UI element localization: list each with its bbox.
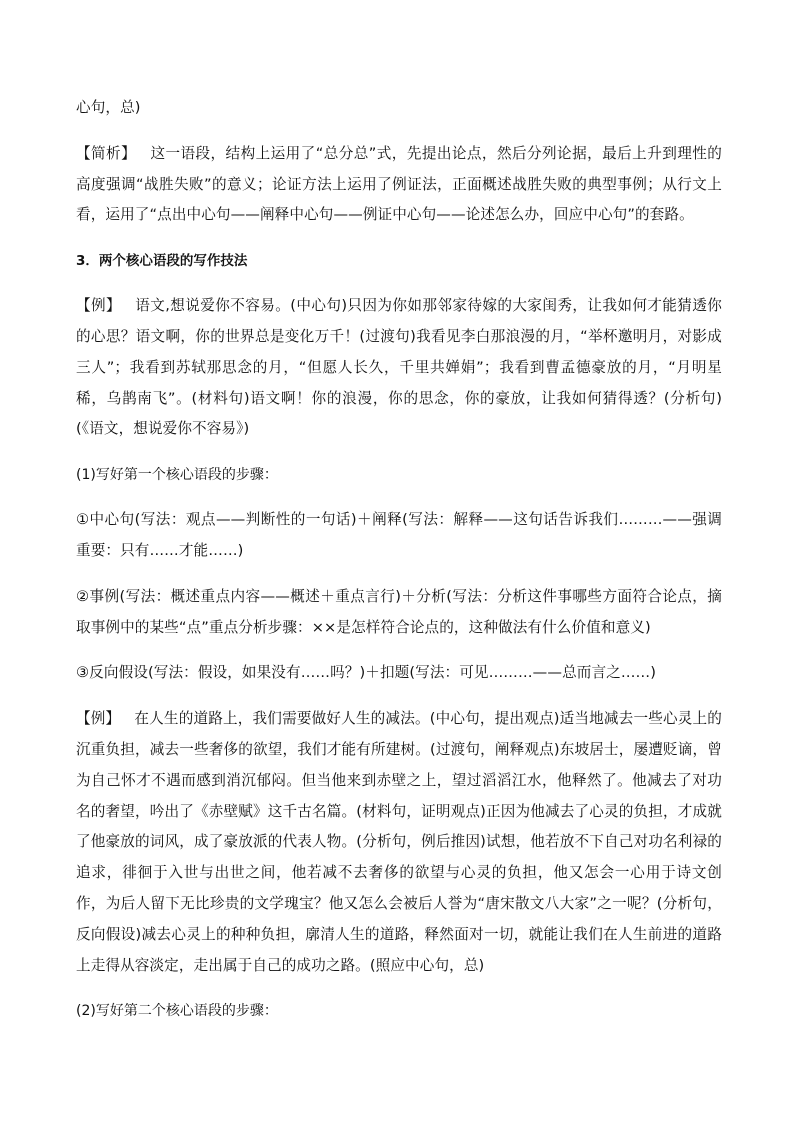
step-1-item-a: ①中心句(写法：观点——判断性的一句话)＋阐释(写法：解释——这句话告诉我们………——强调重要：只有……才能……) <box>76 511 722 559</box>
example-2-body: 在人生的道路上，我们需要做好人生的减法。(中心句，提出观点)适当地减去一些心灵上的沉重负担，减去一些奢侈的欲望，我们才能有所建树。(过渡句，阐释观点)东坡居士，屡遭贬谪，曾为自己怀才不遇而感到消沉郁闷。但当他来到赤壁之上，望过滔滔江水，他释然了。他减去了对功名的奢望，吟出了《赤壁赋》这千古名篇。(材料句，证明观点)正因为他减去了心灵的负担，才成就了他豪放的词风，成了豪放派的代表人物。(分析句，例后推因)试想，他若放不下自己对功名利禄的追求，徘徊于入世与出世之间，他若减不去奢侈的欲望与心灵的负担，他又怎会一心用于诗文创作，为后人留下无比珍贵的文学瑰宝？他又怎么会被后人誉为“唐宋散文八大家”之一呢？(分析句，反向假设)减去心灵上的种种负担，廓清人生的道路，释然面对一切，就能让我们在人生前进的道路上走得从容淡定，走出属于自己的成功之路。(照应中心句，总) <box>76 710 722 974</box>
step-1-item-c: ③反向假设(写法：假设，如果没有……吗？)＋扣题(写法：可见………——总而言之……) <box>76 664 657 682</box>
paragraph-example-1 <box>76 291 722 445</box>
section-heading: 3．两个核心语段的写作技法 <box>76 253 248 270</box>
paragraph-analysis <box>76 139 722 231</box>
paragraph-example-2 <box>76 704 722 981</box>
step-2-title: (2)写好第二个核心语段的步骤： <box>76 1003 278 1020</box>
step-1-title: (1)写好第一个核心语段的步骤： <box>76 467 278 484</box>
analysis-tag: 【简析】 <box>76 144 137 162</box>
example-1-tag: 【例】 <box>76 297 121 315</box>
example-1-body: 语文,想说爱你不容易。(中心句)只因为你如那邻家待嫁的大家闺秀，让我如何才能猜透你的心思？语文啊，你的世界总是变化万千！(过渡句)我看见李白那浪漫的月，“举杯邀明月，对影成三人”；我看到苏轼那思念的月，“但愿人长久，千里共婵娟”；我看到曹孟德豪放的月，“月明星稀，乌鹊南飞”。(材料句)语文啊！你的浪漫，你的思念，你的豪放，让我如何猜得透？(分析句)(《语文，想说爱你不容易》) <box>76 297 722 438</box>
paragraph-continuation: 心句，总) <box>76 99 141 116</box>
analysis-body: 这一语段，结构上运用了“总分总”式，先提出论点，然后分列论据，最后上升到理性的高度强调“战胜失败”的意义；论证方法上运用了例证法，正面概述战胜失败的典型事例；从行文上看，运用了“点出中心句——阐释中心句——例证中心句——论述怎么办，回应中心句”的套路。 <box>76 144 722 224</box>
step-1-item-b: ②事例(写法：概述重点内容——概述＋重点言行)＋分析(写法：分析这件事哪些方面符合论点，摘取事例中的某些“点”重点分析步骤：××是怎样符合论点的，这种做法有什么价值和意义) <box>76 587 722 636</box>
example-2-tag: 【例】 <box>76 710 121 728</box>
document-page <box>76 93 722 1026</box>
